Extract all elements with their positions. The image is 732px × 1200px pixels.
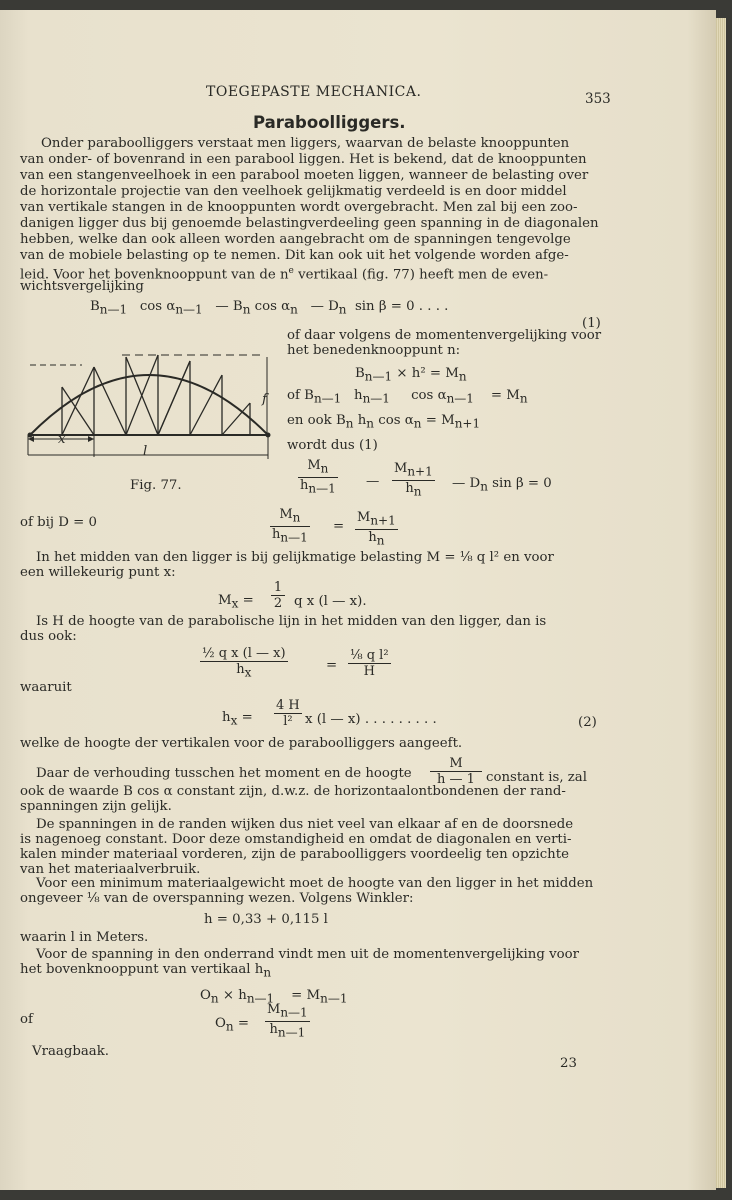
body-line: het bovenknooppunt van vertikaal $h_n$ [20, 962, 272, 980]
right-text: wordt dus (1) [287, 438, 378, 453]
dim-f: f [262, 392, 267, 407]
body-line: Voor de spanning in den onderrand vindt men uit de momentenvergelijking voor [36, 947, 579, 962]
fraction-half: $\frac{1}{2}$ [271, 580, 285, 611]
fraction-4h-l2: $\frac{4 H}{\text{l²}}$ [276, 698, 300, 729]
figure-caption: Fig. 77. [130, 478, 182, 493]
of-word: of [20, 1012, 33, 1027]
of-bij-d: of bij D = 0 [20, 515, 97, 530]
equals: = [333, 519, 345, 534]
intro-line: hebben, welke dan ook alleen worden aangebracht om de spanningen tengevolge [20, 232, 571, 247]
fraction-eighth: $\frac{\text{⅛ q l²}}{H}$ [350, 648, 389, 679]
body-line: is nagenoeg constant. Door deze omstandigheid en omdat de diagonalen en verti- [20, 832, 572, 847]
footer-right: 23 [560, 1056, 577, 1071]
page-number: 353 [585, 91, 611, 107]
fraction-on: $\frac{M_{n—1}}{h_{n—1}}$ [267, 1002, 308, 1040]
body-line: kalen minder materiaal vorderen, zijn de paraboolliggers voordeelig ten opzichte [20, 847, 569, 862]
fraction-m-h1: $\frac{M}{h — 1}$ [430, 756, 482, 787]
equation-en-ook: en ook $B_n$ $h_n$ $\cos \alpha_n = M_{n+1}$ [287, 413, 481, 431]
footer-left: Vraagbaak. [32, 1044, 109, 1059]
minus-sign: — [366, 474, 380, 489]
equation-on: $O_n \times h_{n—1}$ = $M_{n—1}$ [200, 988, 348, 1006]
equation-moment: $B_{n—1} \times h^2 = M_n$ [355, 366, 467, 384]
dim-l: l [143, 444, 148, 459]
dim-x: x [58, 432, 66, 447]
page-edge [716, 18, 726, 1188]
winkler-formula: h = 0,33 + 0,115 l [204, 912, 328, 927]
fraction-mn1-hn: $\frac{M_{n+1}}{h_n}$ [394, 461, 433, 499]
truss-figure [22, 335, 280, 475]
fraction-right: $\frac{M_{n+1}}{h_n}$ [357, 510, 396, 548]
intro-line: van de mobiele belasting op te nemen. Dit kan ook uit het volgende worden afge- [20, 248, 569, 263]
body-line: Daar de verhouding tusschen het moment en de hoogte [36, 766, 412, 781]
body-line: De spanningen in de randen wijken dus niet veel van elkaar af en de doorsnede [36, 817, 574, 832]
section-title: Paraboolliggers. [253, 113, 406, 132]
on-lhs: $O_n$ = [215, 1016, 250, 1034]
equation-1-number: (1) [582, 316, 601, 331]
body-line: welke de hoogte der vertikalen voor de paraboolliggers aangeeft. [20, 736, 463, 751]
mx-lhs: $M_x$ = [218, 593, 254, 611]
equation-1: $B_{n—1}$ $\cos \alpha_{n—1}$ — $B_n$ $\cos \alpha_n$ — $D_n$ sin β = 0 . . . . [90, 299, 449, 317]
body-line: van het materiaalverbruik. [20, 862, 201, 877]
body-line: spanningen zijn gelijk. [20, 799, 172, 814]
waaruit: waaruit [20, 680, 72, 695]
fraction-mn-hn1: $\frac{M_n}{h_{n—1}}$ [300, 458, 336, 496]
body-line: dus ook: [20, 629, 77, 644]
body-line: waarin l in Meters. [20, 930, 149, 945]
body-line: Voor een minimum materiaalgewicht moet de hoogte van den ligger in het midden [36, 876, 594, 891]
intro-line: Onder paraboolliggers verstaat men liggers, waarvan de belaste knooppunten [41, 136, 570, 151]
equation-2-number: (2) [578, 715, 597, 730]
intro-line: van vertikale stangen in de knooppunten wordt overgebracht. Men zal bij een zoo- [20, 200, 578, 215]
right-text: of daar volgens de momentenvergelijking voor [287, 328, 602, 343]
eq2-rhs: x (l — x) . . . . . . . . . [305, 712, 437, 727]
intro-line: leid. Voor het bovenknooppunt van de $n^e$ vertikaal (fig. 77) heeft men de even- [20, 266, 549, 283]
body-line: In het midden van den ligger is bij gelijkmatige belasting M = ⅛ q l² en voor [36, 550, 554, 565]
intro-line: van onder- of bovenrand in een parabool liggen. Het is bekend, dat de knooppunten [20, 152, 587, 167]
body-line: een willekeurig punt x: [20, 565, 176, 580]
eq2-lhs: $h_x$ = [222, 710, 253, 728]
body-line: ongeveer ⅛ van de overspanning wezen. Volgens Winkler: [20, 891, 414, 906]
body-line: Is H de hoogte van de parabolische lijn in het midden van den ligger, dan is [36, 614, 547, 629]
body-line: ook de waarde B cos α constant zijn, d.w.z. de horizontaalontbondenen der rand- [20, 784, 566, 799]
intro-line: danigen ligger dus bij genoemde belastingverdeeling geen spanning in de diagonalen [20, 216, 599, 231]
equation-of: of $B_{n—1}$ $h_{n—1}$ $\cos \alpha_{n—1}$ = $M_n$ [287, 388, 528, 406]
intro-line: de horizontale projectie van den veelhoek gelijkmatig verdeeld is en door middel [20, 184, 567, 199]
running-title: TOEGEPASTE MECHANICA. [206, 84, 422, 100]
body-line: constant is, zal [486, 770, 587, 785]
equals: = [326, 658, 338, 673]
equation-tail: — $D_n$ sin β = 0 [452, 476, 552, 494]
intro-line: van een stangenveelhoek in een parabool moeten liggen, wanneer de belasting over [20, 168, 589, 183]
right-text: het benedenknooppunt n: [287, 343, 461, 358]
intro-line: wichtsvergelijking [20, 279, 144, 294]
fraction-left: $\frac{M_n}{h_{n—1}}$ [272, 507, 308, 545]
mx-rhs: q x (l — x). [294, 594, 367, 609]
fraction-half-qx: $\frac{\text{½ q x (l — x)}}{h_x}$ [202, 646, 286, 680]
